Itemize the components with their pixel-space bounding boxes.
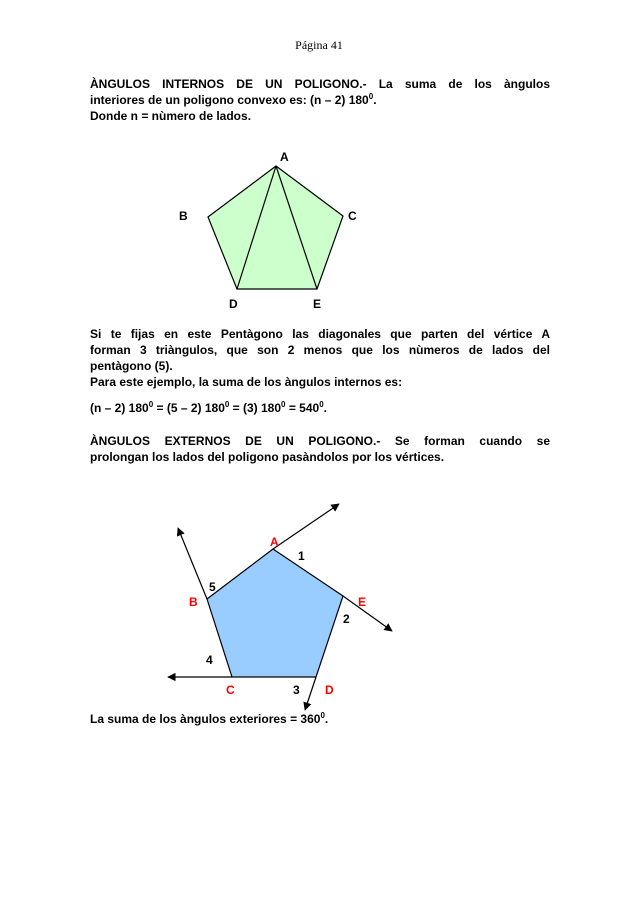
formula-part3: = (3) 180 [229,401,282,415]
formula-part4: = 540 [285,401,320,415]
vertex-label-d-red: D [325,683,334,697]
extension-line-d [305,677,316,710]
explanation-line4: Para este ejemplo, la suma de los àngulos internos es: [90,375,403,389]
angle-label-5: 5 [209,580,216,594]
section2-line1: ÀNGULOS EXTERNOS DE UN POLIGONO.- Se forman cuando se [90,434,550,448]
formula-part5: . [323,401,327,415]
formula-sup4: 0 [319,400,324,409]
vertex-label-a: A [280,150,289,164]
formula-sup2: 0 [224,400,230,409]
formula-sup1: 0 [148,400,154,409]
conclusion-sup: 0 [320,711,325,720]
angle-label-1: 1 [298,549,305,563]
vertex-label-c-red: C [226,683,235,697]
extension-line-a [273,504,339,549]
vertex-label-b: B [179,209,188,223]
angle-label-2: 2 [343,612,350,626]
formula-sup3: 0 [281,400,286,409]
conclusion-period: . [324,712,329,726]
vertex-label-c: C [348,209,357,223]
section1-line1: ÀNGULOS INTERNOS DE UN POLIGONO.- La suma de los àngulos [90,77,550,91]
vertex-label-b-red: B [189,595,198,609]
pentagon-shape-blue [207,549,343,677]
vertex-label-e-red: E [358,595,367,609]
section2-line2: prolongan los lados del poligono pasàndolos por los vértices. [90,450,445,464]
angle-label-3: 3 [293,683,300,697]
formula-part2: = (5 – 2) 180 [153,401,225,415]
vertex-label-a-red: A [270,535,279,549]
conclusion-line [90,711,550,727]
extension-line-b [178,528,207,599]
explanation-line3: pentàgono (5). [90,359,173,373]
extension-line-e [343,596,392,631]
conclusion-text: La suma de los àngulos exteriores = 360 [90,712,321,726]
section1-formula-text: interiores de un poligono convexo es: (n – 2) 180 [90,93,369,107]
page-number: Página 41 [295,38,343,52]
angle-label-4: 4 [206,653,213,667]
section1-period: . [373,93,377,107]
formula-part1: (n – 2) 180 [90,401,149,415]
degree-superscript: 0 [368,92,374,101]
explanation-line2: forman 3 triàngulos, que son 2 menos que los nùmeros de lados del [90,343,550,357]
vertex-label-e: E [313,297,322,311]
section1-line3: Donde n = nùmero de lados. [90,109,252,123]
vertex-label-d: D [229,297,238,311]
explanation-line1: Si te fijas en este Pentàgono las diagonales que parten del vértice A [90,327,550,341]
